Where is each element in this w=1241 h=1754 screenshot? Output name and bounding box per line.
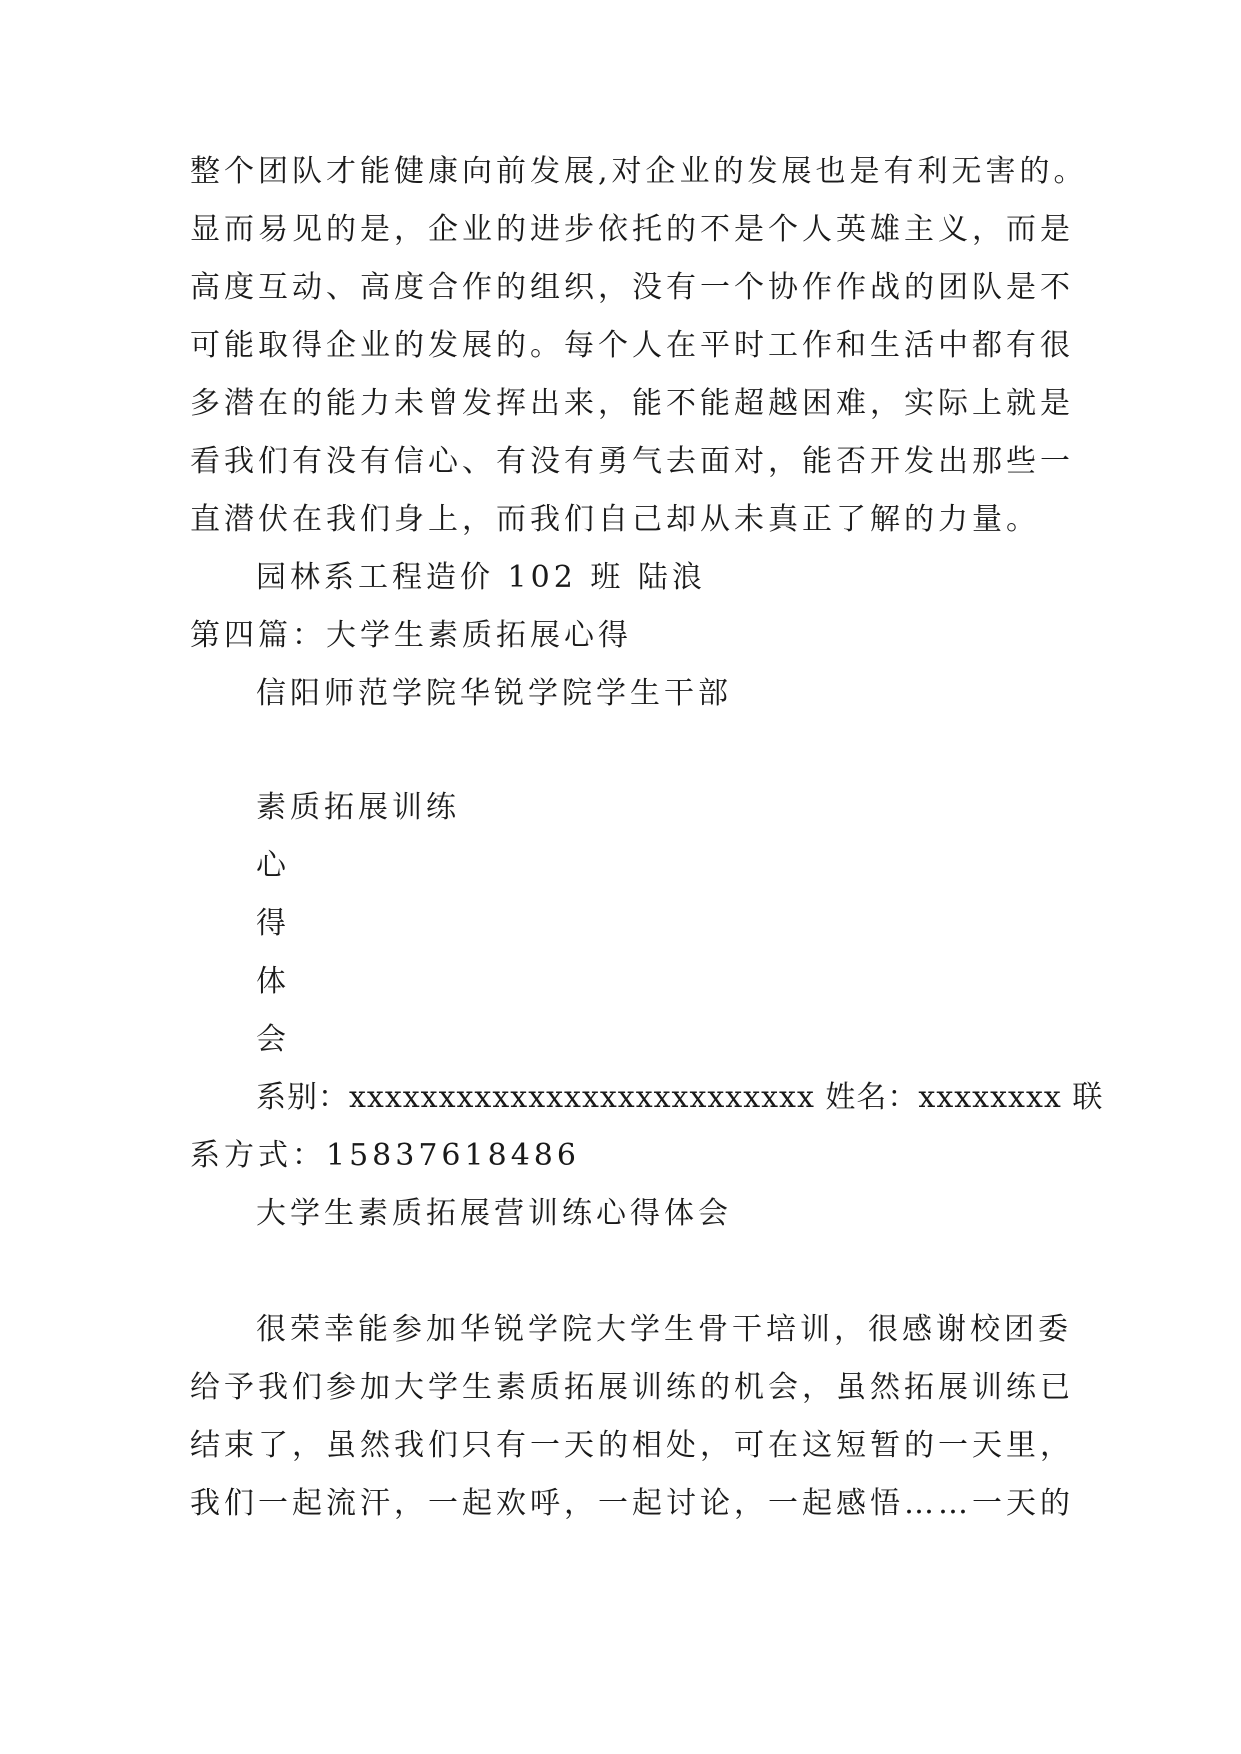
paragraph-line: 很荣幸能参加华锐学院大学生骨干培训，很感谢校团委 — [256, 1312, 1072, 1347]
author-line: 园林系工程造价 102 班 陆浪 — [256, 560, 706, 595]
paragraph-line: 直潜伏在我们身上，而我们自己却从未真正了解的力量。 — [190, 502, 1040, 537]
paragraph-line: 看我们有没有信心、有没有勇气去面对，能否开发出那些一 — [190, 444, 1074, 479]
article-title: 大学生素质拓展营训练心得体会 — [256, 1196, 732, 1231]
cover-title: 素质拓展训练 — [256, 790, 460, 825]
info-line: 系别：xxxxxxxxxxxxxxxxxxxxxxxxxx 姓名：xxxxxxxx 联 — [256, 1080, 1104, 1115]
paragraph-line: 整个团队才能健康向前发展,对企业的发展也是有利无害的。 — [190, 154, 1088, 189]
paragraph-line: 多潜在的能力未曾发挥出来，能不能超越困难，实际上就是 — [190, 386, 1074, 421]
paragraph-line: 显而易见的是，企业的进步依托的不是个人英雄主义，而是 — [190, 212, 1074, 247]
cover-char: 心 — [256, 848, 290, 883]
cover-char: 会 — [256, 1022, 290, 1057]
organization-line: 信阳师范学院华锐学院学生干部 — [256, 676, 732, 711]
paragraph-line: 我们一起流汗，一起欢呼，一起讨论，一起感悟……一天的 — [190, 1486, 1074, 1521]
section-heading: 第四篇：大学生素质拓展心得 — [190, 618, 632, 653]
paragraph-line: 可能取得企业的发展的。每个人在平时工作和生活中都有很 — [190, 328, 1074, 363]
paragraph-line: 结束了，虽然我们只有一天的相处，可在这短暂的一天里， — [190, 1428, 1074, 1463]
cover-char: 体 — [256, 964, 290, 999]
cover-char: 得 — [256, 906, 290, 941]
info-line: 系方式：15837618486 — [190, 1138, 580, 1173]
paragraph-line: 给予我们参加大学生素质拓展训练的机会，虽然拓展训练已 — [190, 1370, 1074, 1405]
paragraph-line: 高度互动、高度合作的组织，没有一个协作作战的团队是不 — [190, 270, 1074, 305]
